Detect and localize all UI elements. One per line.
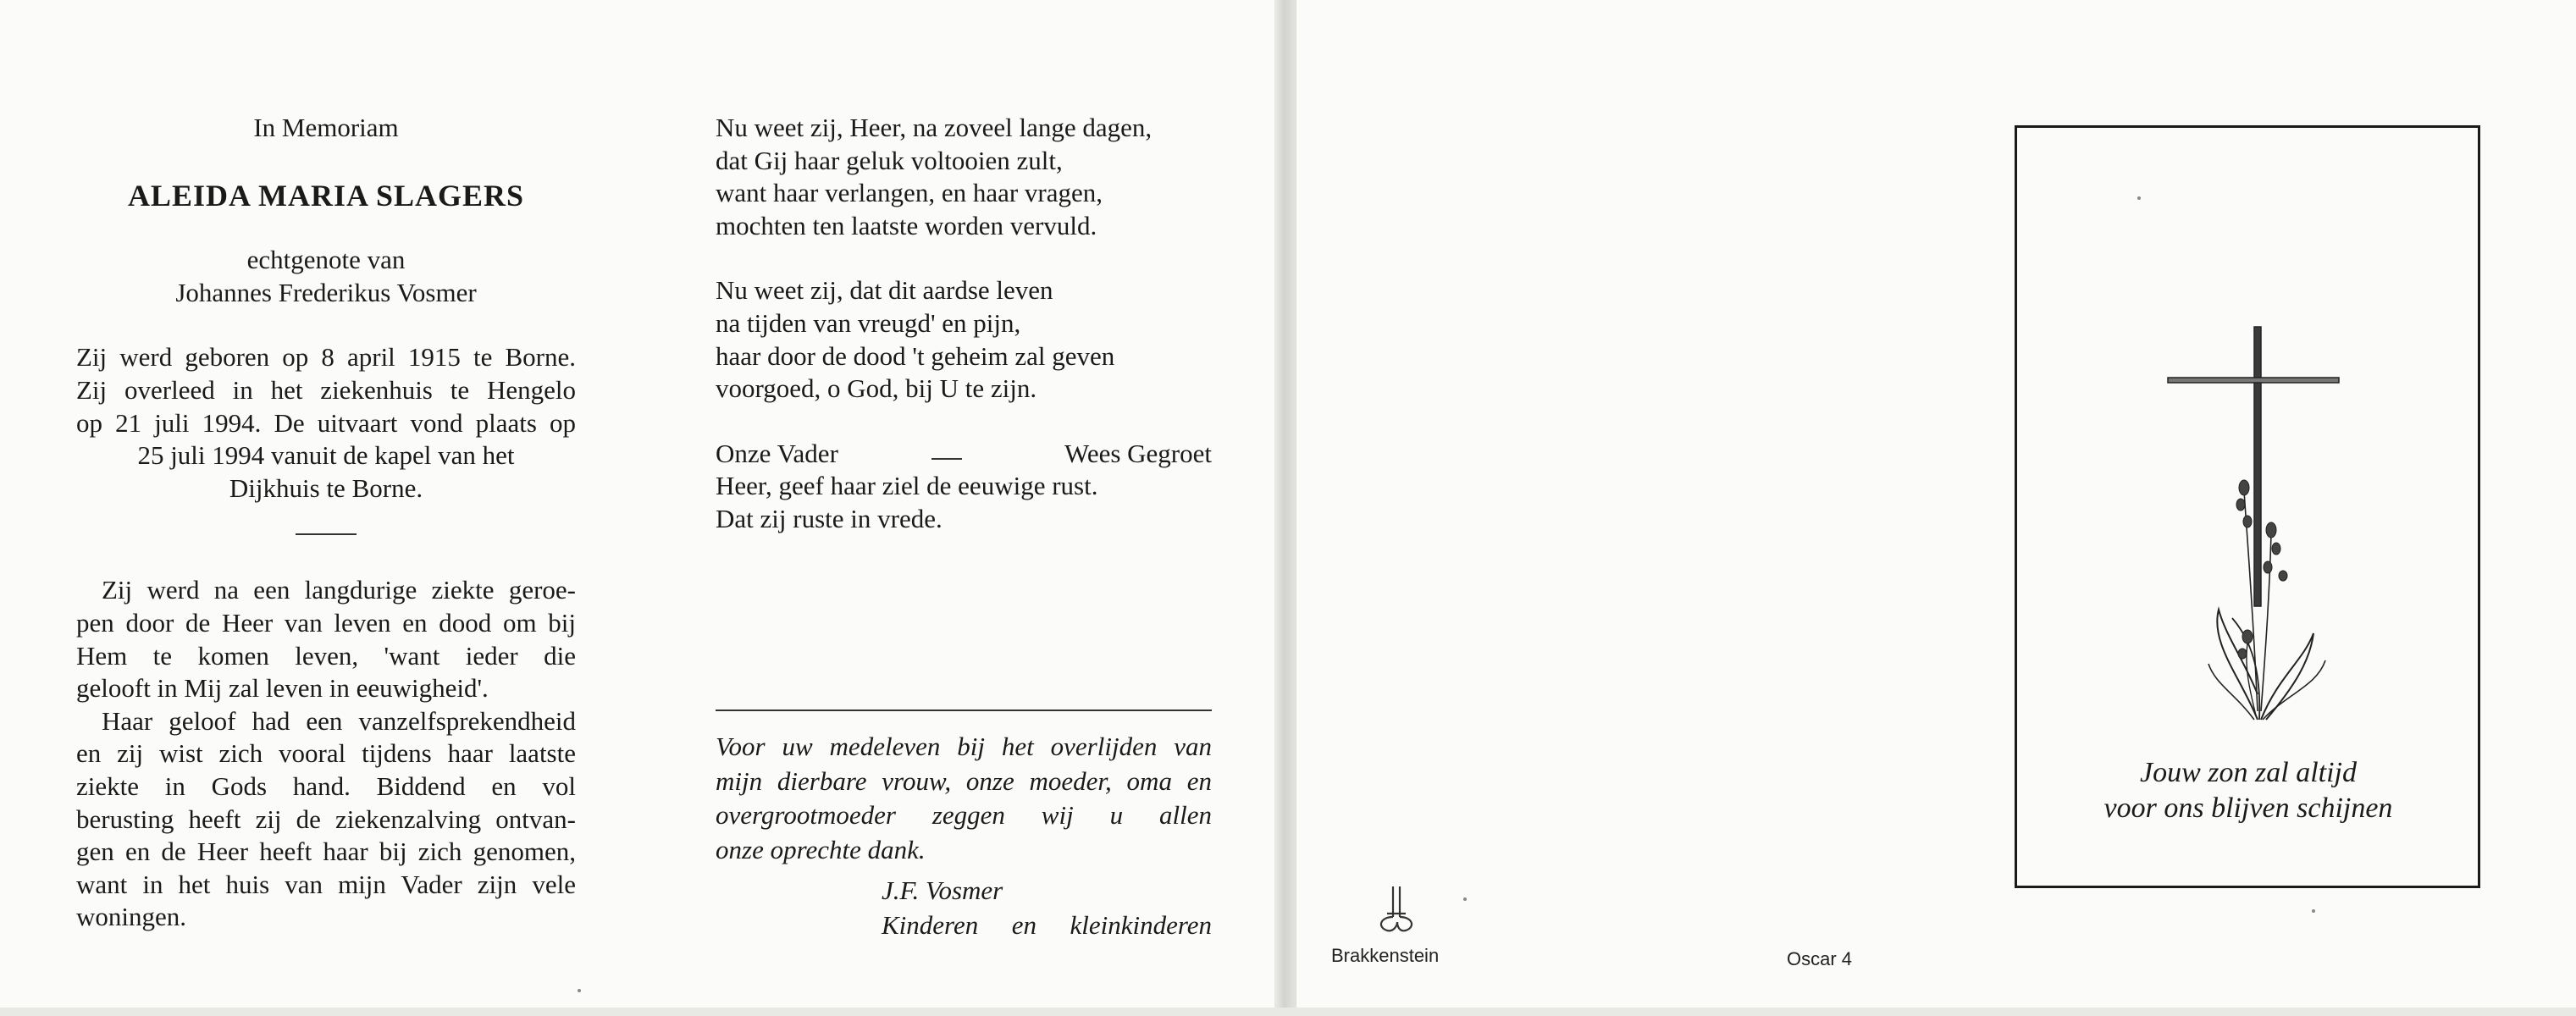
text-line: berusting heeft zij de ziekenzalving ontvan- bbox=[76, 803, 576, 834]
motto-line: voor ons blijven schijnen bbox=[2103, 792, 2393, 824]
paper-speck bbox=[578, 989, 581, 992]
life-line: Zij werd geboren op 8 april 1915 te Borne. bbox=[76, 342, 576, 373]
card-fold bbox=[1275, 0, 1296, 1016]
text-line: gelooft in Mij zal leven in eeuwigheid'. bbox=[76, 673, 489, 704]
text-line: en zij wist zich vooral tijdens haar laatste bbox=[76, 738, 576, 769]
text-line: Zij werd na een langdurige ziekte geroe- bbox=[102, 575, 576, 605]
thanks-line: mijn dierbare vrouw, onze moeder, oma en bbox=[716, 765, 1212, 796]
life-line: Dijkhuis te Borne. bbox=[229, 472, 423, 503]
bottom-edge bbox=[0, 1008, 2576, 1016]
spouse-line: echtgenote van bbox=[246, 245, 406, 275]
poem-stanza bbox=[716, 274, 1212, 405]
poem-line: Nu weet zij, dat dit aardse leven bbox=[716, 275, 1053, 306]
thanks-rule bbox=[716, 710, 1212, 711]
text-line: pen door de Heer van leven en dood om bij bbox=[76, 607, 576, 638]
text-line: ziekte in Gods hand. Biddend en vol bbox=[76, 770, 576, 801]
publisher-name: Brakkenstein bbox=[1331, 945, 1440, 966]
signature-line: Kinderen en kleinkinderen bbox=[882, 909, 1212, 940]
poem-line: dat Gij haar geluk voltooien zult, bbox=[716, 145, 1063, 175]
poem-line: mochten ten laatste worden vervuld. bbox=[716, 210, 1097, 240]
text-line: Hem te komen leven, 'want ieder die bbox=[76, 640, 576, 671]
prayer-dash bbox=[931, 438, 962, 460]
paper-speck bbox=[1463, 897, 1467, 901]
memoriam-heading: In Memoriam bbox=[253, 113, 399, 142]
section-divider bbox=[296, 533, 357, 535]
thanks-line: overgrootmoeder zeggen wij u allen bbox=[716, 800, 1212, 830]
spouse-line: Johannes Frederikus Vosmer bbox=[175, 277, 477, 307]
thanks-line: onze oprechte dank. bbox=[716, 834, 926, 864]
poem-line: voorgoed, o God, bij U te zijn. bbox=[716, 373, 1037, 404]
paper-speck bbox=[2137, 196, 2141, 200]
closing-line: Dat zij ruste in vrede. bbox=[716, 503, 943, 533]
life-line: Zij overleed in het ziekenhuis te Hengelo bbox=[76, 374, 576, 405]
deceased-name: ALEIDA MARIA SLAGERS bbox=[127, 178, 525, 213]
closing-line: Heer, geef haar ziel de eeuwige rust. bbox=[716, 471, 1098, 501]
card-model: Oscar 4 bbox=[1787, 948, 1853, 969]
spouse-block bbox=[76, 244, 576, 309]
poem-stanza bbox=[716, 112, 1212, 242]
thanks-block bbox=[716, 710, 1212, 942]
poem-line: haar door de dood 't geheim zal geven bbox=[716, 340, 1115, 371]
text-line: want in het huis van mijn Vader zijn vele bbox=[76, 869, 576, 899]
poem-line: want haar verlangen, en haar vragen, bbox=[716, 178, 1103, 208]
brakkenstein-logo-icon bbox=[1370, 883, 1424, 937]
life-line: 25 juli 1994 vanuit de kapel van het bbox=[137, 440, 515, 471]
faith-text-block bbox=[76, 574, 576, 934]
text-line: woningen. bbox=[76, 902, 187, 932]
prayer-block bbox=[716, 438, 1212, 536]
text-line: Haar geloof had een vanzelfsprekendheid bbox=[102, 705, 576, 736]
prayer-right: Wees Gegroet bbox=[1064, 438, 1212, 468]
text-line: gen en de Heer heeft haar bij zich genomen, bbox=[76, 837, 576, 867]
front-motto bbox=[2024, 755, 2473, 826]
motto-line: Jouw zon zal altijd bbox=[2140, 757, 2357, 788]
signature bbox=[882, 874, 1212, 942]
signature-line: J.F. Vosmer bbox=[882, 875, 1003, 905]
life-dates-block bbox=[76, 341, 576, 505]
life-line: op 21 juli 1994. De uitvaart vond plaats op bbox=[76, 407, 576, 438]
poem-column bbox=[716, 112, 1212, 536]
thanks-line: Voor uw medeleven bij het overlijden van bbox=[716, 732, 1212, 761]
poem-line: na tijden van vreugd' en pijn, bbox=[716, 307, 1021, 338]
cross-with-flowers-icon bbox=[2159, 322, 2346, 728]
prayer-row bbox=[716, 438, 1212, 471]
memorial-text-column bbox=[76, 112, 576, 934]
prayer-left: Onze Vader bbox=[716, 438, 838, 468]
poem-line: Nu weet zij, Heer, na zoveel lange dagen, bbox=[716, 113, 1153, 142]
paper-speck bbox=[2312, 909, 2315, 913]
